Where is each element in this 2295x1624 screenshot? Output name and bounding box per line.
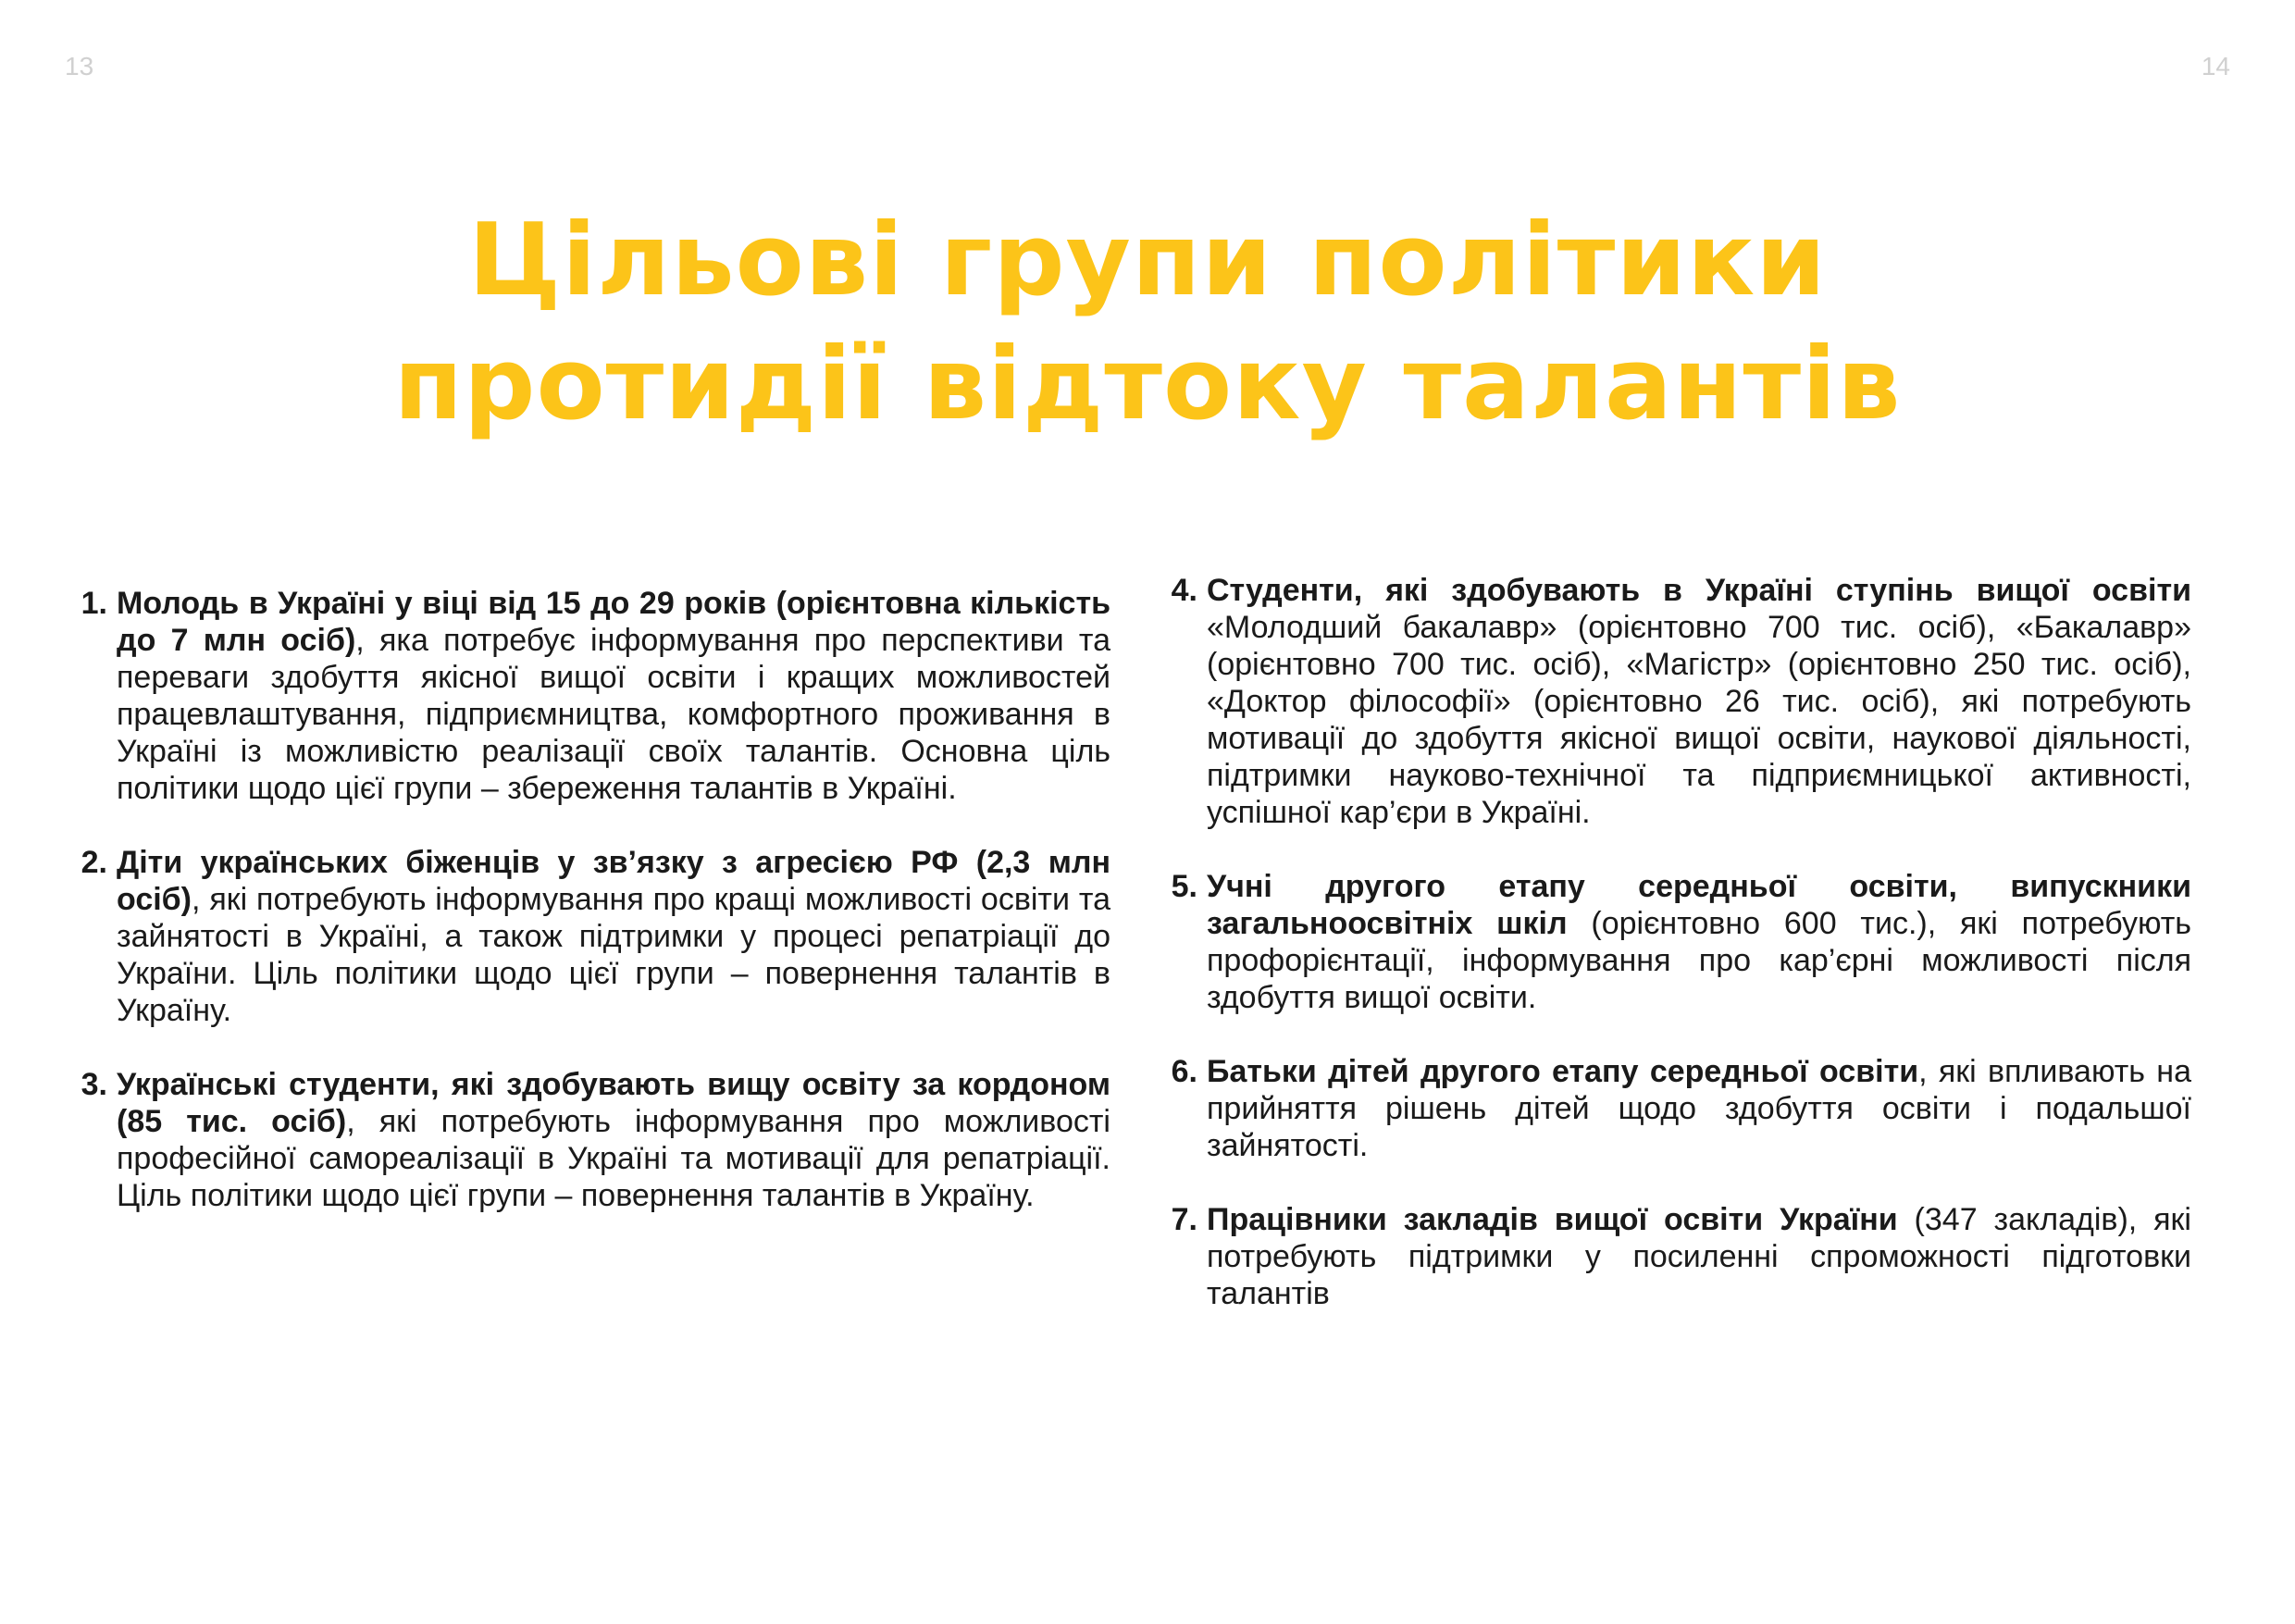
list-item-regular-text: (347 закладів), які потребують підтримки у посиленні спроможності підготовки талантів: [1207, 1202, 2191, 1311]
list-item-regular-text: , які потребують інформування про можливості професійної самореалізації в Україні та мотивації для репатріації. Ціль політики щодо цієї групи – повернення талантів в Україну.: [117, 1104, 1110, 1213]
page-title-line-2: протидії відтоку талантів: [393, 327, 1902, 442]
list-item-bold-text: Батьки дітей другого етапу середньої освіти: [1207, 1054, 1919, 1089]
page-number-left: 13: [65, 52, 94, 81]
list-item-text: [117, 585, 1110, 807]
list-item-text: [1207, 572, 2191, 831]
list-item-number: 1.: [81, 586, 107, 621]
list-item-text: [1207, 868, 2191, 1016]
list-item-number: 2.: [81, 845, 107, 880]
list-item-6: [1155, 1053, 2191, 1164]
list-item-text: [117, 1066, 1110, 1214]
list-item-regular-text: , які потребують інформування про кращі можливості освіти та зайнятості в Україні, а також підтримки у процесі репатріації до України. Ціль політики щодо цієї групи – повернення талантів в Україну.: [117, 882, 1110, 1028]
list-item-3: [65, 1066, 1110, 1214]
list-item-number: 4.: [1171, 573, 1197, 608]
list-item-regular-text: , які впливають на прийняття рішень дітей щодо здобуття освіти і подальшої зайнятості.: [1207, 1054, 2191, 1163]
list-item-number: 7.: [1171, 1202, 1197, 1237]
page-title: [0, 199, 2295, 447]
list-item-text: [117, 844, 1110, 1029]
list-item-7: [1155, 1201, 2191, 1312]
list-item-number: 3.: [81, 1067, 107, 1102]
list-item-bold-text: Працівники закладів вищої освіти України: [1207, 1202, 1898, 1237]
list-item-text: [1207, 1201, 2191, 1312]
list-item-bold-text: Діти українських біженців у зв’язку з агресією РФ (2,3 млн осіб): [117, 845, 1110, 917]
list-item-bold-text: Українські студенти, які здобувають вищу освіту за кордоном (85 тис. осіб): [117, 1067, 1110, 1139]
list-item-text: [1207, 1053, 2191, 1164]
list-item-regular-text: «Молодший бакалавр» (орієнтовно 700 тис. осіб), «Бакалавр» (орієнтовно 700 тис. осіб), «Магістр» (орієнтовно 250 тис. осіб), «Доктор філософії» (орієнтовно 26 тис. осіб), які потребують мотивації до здобуття якісної вищої освіти, наукової діяльності, підтримки науково-технічної та підприємницької активності, успішної кар’єри в Україні.: [1207, 610, 2191, 830]
list-item-bold-text: Учні другого етапу середньої освіти, випускники загальноосвітніх шкіл: [1207, 869, 2191, 941]
list-item-bold-text: Студенти, які здобувають в Україні ступінь вищої освіти: [1207, 573, 2191, 608]
list-item-4: [1155, 572, 2191, 831]
page-title-line-1: Цільові групи політики: [468, 203, 1827, 318]
right-column: [1155, 572, 2191, 1349]
list-item-2: [65, 844, 1110, 1029]
list-item-5: [1155, 868, 2191, 1016]
list-item-bold-text: Молодь в Україні у віці від 15 до 29 років (орієнтовна кількість до 7 млн осіб): [117, 586, 1110, 658]
list-item-1: [65, 585, 1110, 807]
left-column: [65, 585, 1110, 1251]
list-item-regular-text: (орієнтовно 600 тис.), які потребують профорієнтації, інформування про кар’єрні можливості після здобуття вищої освіти.: [1207, 906, 2192, 1015]
page-number-right: 14: [2201, 52, 2230, 81]
list-item-regular-text: , яка потребує інформування про перспективи та переваги здобуття якісної вищої освіти і кращих можливостей працевлаштування, підприємництва, комфортного проживання в Україні із можливістю реалізації своїх талантів. Основна ціль політики щодо цієї групи – збереження талантів в Україні.: [117, 623, 1110, 806]
list-item-number: 6.: [1171, 1054, 1197, 1089]
list-item-number: 5.: [1171, 869, 1197, 904]
